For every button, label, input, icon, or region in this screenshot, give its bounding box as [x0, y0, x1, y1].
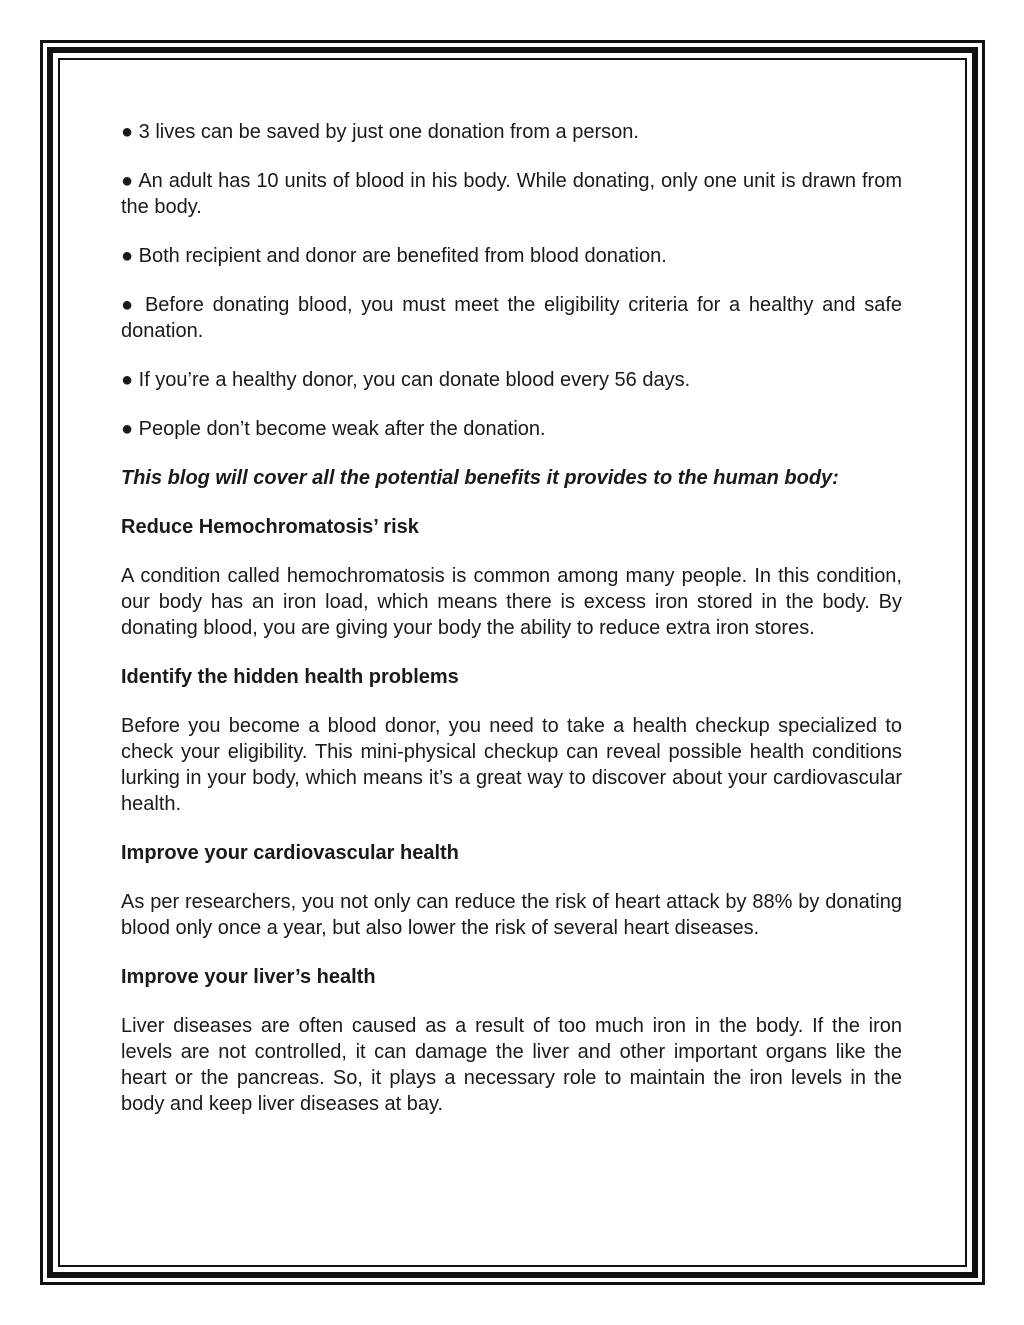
fact-bullet: ● An adult has 10 units of blood in his body. While donating, only one unit is drawn from the body.	[121, 170, 902, 218]
fact-bullet: ● People don’t become weak after the donation.	[121, 418, 546, 440]
section-paragraph: As per researchers, you not only can reduce the risk of heart attack by 88% by donating blood only once a year, but also lower the risk of several heart diseases.	[121, 891, 902, 939]
section-heading: Improve your liver’s health	[121, 966, 376, 988]
intro-statement: This blog will cover all the potential benefits it provides to the human body:	[121, 467, 839, 489]
section-paragraph: A condition called hemochromatosis is common among many people. In this condition, our body has an iron load, which means there is excess iron stored in the body. By donating blood, you are giving your body the ability to reduce extra iron stores.	[121, 565, 902, 639]
fact-bullet: ● Before donating blood, you must meet the eligibility criteria for a healthy and safe donation.	[121, 294, 902, 342]
section-heading: Identify the hidden health problems	[121, 666, 459, 688]
fact-bullet: ● Both recipient and donor are benefited from blood donation.	[121, 245, 667, 267]
section-paragraph: Before you become a blood donor, you need to take a health checkup specialized to check your eligibility. This mini-physical checkup can reveal possible health conditions lurking in your body, which means it’s a great way to discover about your cardiovascular health.	[121, 715, 902, 815]
fact-bullet: ● If you’re a healthy donor, you can donate blood every 56 days.	[121, 369, 691, 391]
document-body	[121, 119, 902, 1140]
section-heading: Improve your cardiovascular health	[121, 842, 459, 864]
section-heading: Reduce Hemochromatosis’ risk	[121, 516, 419, 538]
fact-bullet: ● 3 lives can be saved by just one donation from a person.	[121, 121, 639, 143]
section-paragraph: Liver diseases are often caused as a result of too much iron in the body. If the iron levels are not controlled, it can damage the liver and other important organs like the heart or the pancreas. So, it plays a necessary role to maintain the iron levels in the body and keep liver diseases at bay.	[121, 1015, 902, 1115]
